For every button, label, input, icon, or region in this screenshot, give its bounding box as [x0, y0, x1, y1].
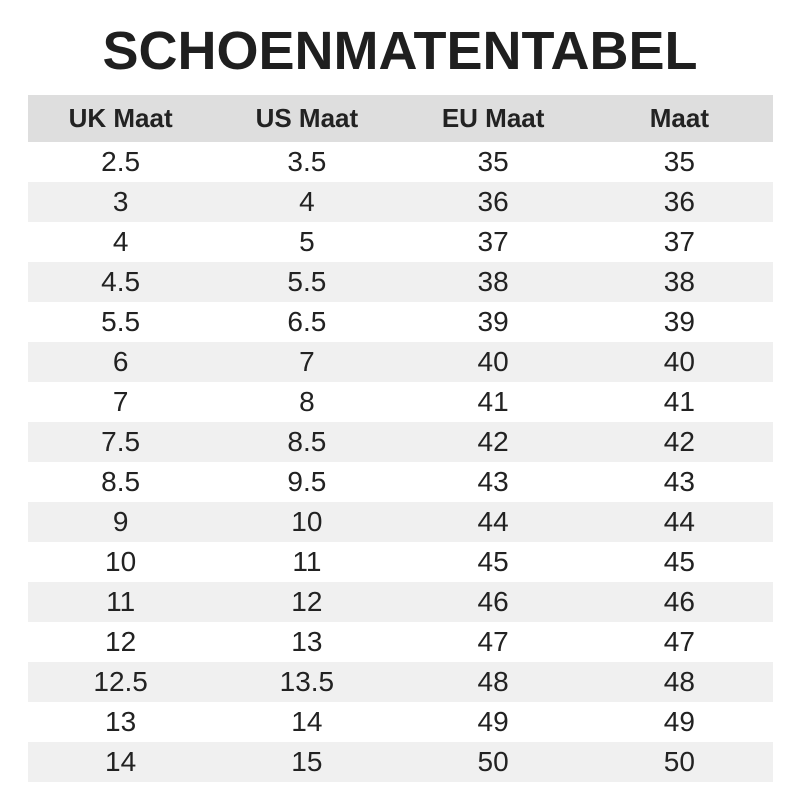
table-cell: 5.5 — [28, 302, 214, 342]
table-cell: 7.5 — [28, 422, 214, 462]
table-cell: 40 — [586, 342, 772, 382]
table-row — [28, 422, 773, 462]
table-row — [28, 462, 773, 502]
table-cell: 49 — [400, 702, 586, 742]
table-cell: 42 — [586, 422, 772, 462]
table-cell: 3.5 — [214, 142, 400, 182]
table-cell: 3 — [28, 182, 214, 222]
table-cell: 43 — [400, 462, 586, 502]
table-row — [28, 302, 773, 342]
table-cell: 2.5 — [28, 142, 214, 182]
table-cell: 9.5 — [214, 462, 400, 502]
table-cell: 12 — [28, 622, 214, 662]
table-cell: 46 — [586, 582, 772, 622]
table-cell: 9 — [28, 502, 214, 542]
table-cell: 8 — [214, 382, 400, 422]
table-cell: 11 — [28, 582, 214, 622]
header-uk-maat: UK Maat — [28, 95, 214, 142]
table-cell: 41 — [400, 382, 586, 422]
table-cell: 50 — [400, 742, 586, 782]
table-row — [28, 582, 773, 622]
table-row — [28, 502, 773, 542]
table-cell: 47 — [586, 622, 772, 662]
table-cell: 37 — [586, 222, 772, 262]
table-cell: 44 — [400, 502, 586, 542]
table-cell: 50 — [586, 742, 772, 782]
table-cell: 15 — [214, 742, 400, 782]
table-cell: 39 — [400, 302, 586, 342]
table-cell: 36 — [400, 182, 586, 222]
page-title: SCHOENMATENTABEL — [102, 21, 698, 81]
table-cell: 35 — [586, 142, 772, 182]
table-cell: 4.5 — [28, 262, 214, 302]
table-cell: 8.5 — [28, 462, 214, 502]
header-maat: Maat — [586, 95, 772, 142]
table-cell: 35 — [400, 142, 586, 182]
table-cell: 38 — [586, 262, 772, 302]
table-cell: 14 — [214, 702, 400, 742]
table-cell: 38 — [400, 262, 586, 302]
table-cell: 36 — [586, 182, 772, 222]
table-row — [28, 622, 773, 662]
table-cell: 10 — [28, 542, 214, 582]
table-cell: 6 — [28, 342, 214, 382]
size-table-body — [28, 142, 773, 782]
table-cell: 41 — [586, 382, 772, 422]
table-row — [28, 342, 773, 382]
table-row — [28, 262, 773, 302]
table-row — [28, 662, 773, 702]
table-cell: 47 — [400, 622, 586, 662]
table-cell: 12.5 — [28, 662, 214, 702]
table-cell: 44 — [586, 502, 772, 542]
size-table-header — [28, 95, 773, 142]
table-cell: 42 — [400, 422, 586, 462]
table-cell: 10 — [214, 502, 400, 542]
table-cell: 13 — [28, 702, 214, 742]
table-cell: 7 — [28, 382, 214, 422]
header-row — [28, 95, 773, 142]
table-cell: 5.5 — [214, 262, 400, 302]
table-cell: 8.5 — [214, 422, 400, 462]
table-cell: 39 — [586, 302, 772, 342]
table-cell: 48 — [400, 662, 586, 702]
table-cell: 7 — [214, 342, 400, 382]
table-row — [28, 222, 773, 262]
table-cell: 43 — [586, 462, 772, 502]
table-cell: 49 — [586, 702, 772, 742]
table-row — [28, 182, 773, 222]
table-cell: 13.5 — [214, 662, 400, 702]
table-cell: 45 — [586, 542, 772, 582]
table-cell: 40 — [400, 342, 586, 382]
table-row — [28, 702, 773, 742]
table-cell: 11 — [214, 542, 400, 582]
header-us-maat: US Maat — [214, 95, 400, 142]
table-cell: 4 — [28, 222, 214, 262]
table-cell: 4 — [214, 182, 400, 222]
table-row — [28, 142, 773, 182]
table-cell: 12 — [214, 582, 400, 622]
table-cell: 48 — [586, 662, 772, 702]
table-cell: 13 — [214, 622, 400, 662]
table-row — [28, 542, 773, 582]
table-cell: 5 — [214, 222, 400, 262]
table-row — [28, 742, 773, 782]
table-cell: 45 — [400, 542, 586, 582]
table-cell: 14 — [28, 742, 214, 782]
table-row — [28, 382, 773, 422]
table-cell: 37 — [400, 222, 586, 262]
table-cell: 6.5 — [214, 302, 400, 342]
header-eu-maat: EU Maat — [400, 95, 586, 142]
size-table-container — [28, 95, 773, 782]
table-cell: 46 — [400, 582, 586, 622]
size-table — [28, 95, 773, 782]
